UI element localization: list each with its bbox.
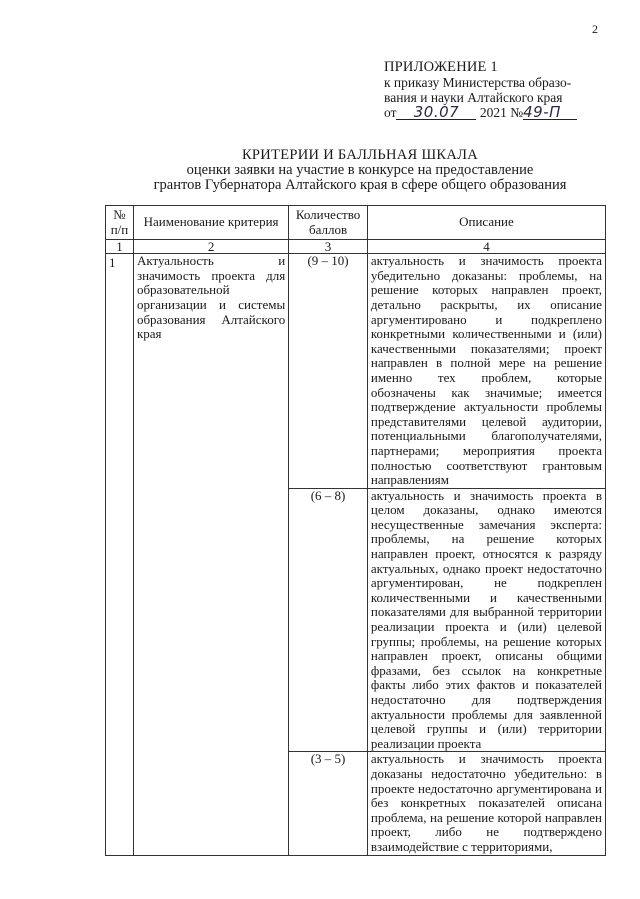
appendix-order-date-line	[384, 105, 604, 120]
page-number: 2	[592, 22, 598, 36]
col-number: 3	[289, 240, 368, 254]
score-range: (9 – 10)	[289, 254, 368, 489]
criteria-table	[105, 205, 606, 856]
level-description: актуальность и значимость проекта убедительно доказаны: проблемы, на решение которых направлен проект, детально раскрыты, их описание аргументировано и подкреплено конкретными количественными и (или) качественными показателями; проект направлен в полной мере на решение именно тех проблем, которые обозначены как значимые; имеется подтверждение актуальности проблемы представителями целевой аудитории, потенциальными благополучателями, партнерами; мероприятия проекта полностью соответствуют грантовым направлениям	[367, 254, 605, 489]
score-range: (3 – 5)	[289, 752, 368, 855]
appendix-title: ПРИЛОЖЕНИЕ 1	[384, 59, 498, 75]
title-line-2: оценки заявки на участие в конкурсе на предоставление	[186, 162, 534, 178]
year-number-label: 2021 №	[479, 105, 524, 120]
table-header-row	[106, 206, 606, 240]
col-number: 4	[367, 240, 605, 254]
criterion-number: 1	[106, 254, 134, 855]
criterion-name: Актуальность и значимость проекта для образовательной организации и системы образования Алтайского края	[133, 254, 288, 855]
appendix-order-line-1: к приказу Министерства образо-	[384, 75, 572, 90]
col-number: 1	[106, 240, 134, 254]
header-score: Количество баллов	[289, 206, 368, 240]
from-prefix: от	[384, 105, 397, 120]
handwritten-date: 30.07	[413, 103, 460, 121]
level-description: актуальность и значимость проекта доказаны недостаточно убедительно: в проекте недостаточно аргументирована и без конкретных показателей описана проблема, на решение которой направлен проект, либо не подтверждено взаимодействие с территориями,	[367, 752, 605, 855]
handwritten-order-number: 49-П	[523, 103, 561, 121]
appendix-block	[384, 60, 604, 120]
level-description: актуальность и значимость проекта в целом доказаны, однако имеются несущественные замечания эксперта: проблемы, на решение которых направлен проект, относятся к разряду актуальных, однако проект недостаточно аргументирован, не подкреплен количественными и качественными показателями для выбранной территории реализации проекта и (или) целевой группы; проблемы, на решение которых направлен проект, описаны общими фразами, без ссылок на конкретные факты либо этих фактов и показателей недостаточно для подтверждения актуальности проблемы для заявленной целевой группы и (или) территории реализации проекта	[367, 488, 605, 752]
title-line-1: КРИТЕРИИ И БАЛЛЬНАЯ ШКАЛА	[241, 147, 479, 163]
col-number: 2	[133, 240, 288, 254]
header-desc: Описание	[367, 206, 605, 240]
table-row	[106, 254, 606, 489]
appendix-order-line-2: вания и науки Алтайского края	[384, 90, 563, 105]
title-line-3: грантов Губернатора Алтайского края в сфере общего образования	[153, 177, 567, 193]
column-number-row	[106, 240, 606, 254]
header-no: № п/п	[106, 206, 134, 240]
score-range: (6 – 8)	[289, 488, 368, 752]
header-name: Наименование критерия	[133, 206, 288, 240]
document-title	[80, 148, 640, 193]
